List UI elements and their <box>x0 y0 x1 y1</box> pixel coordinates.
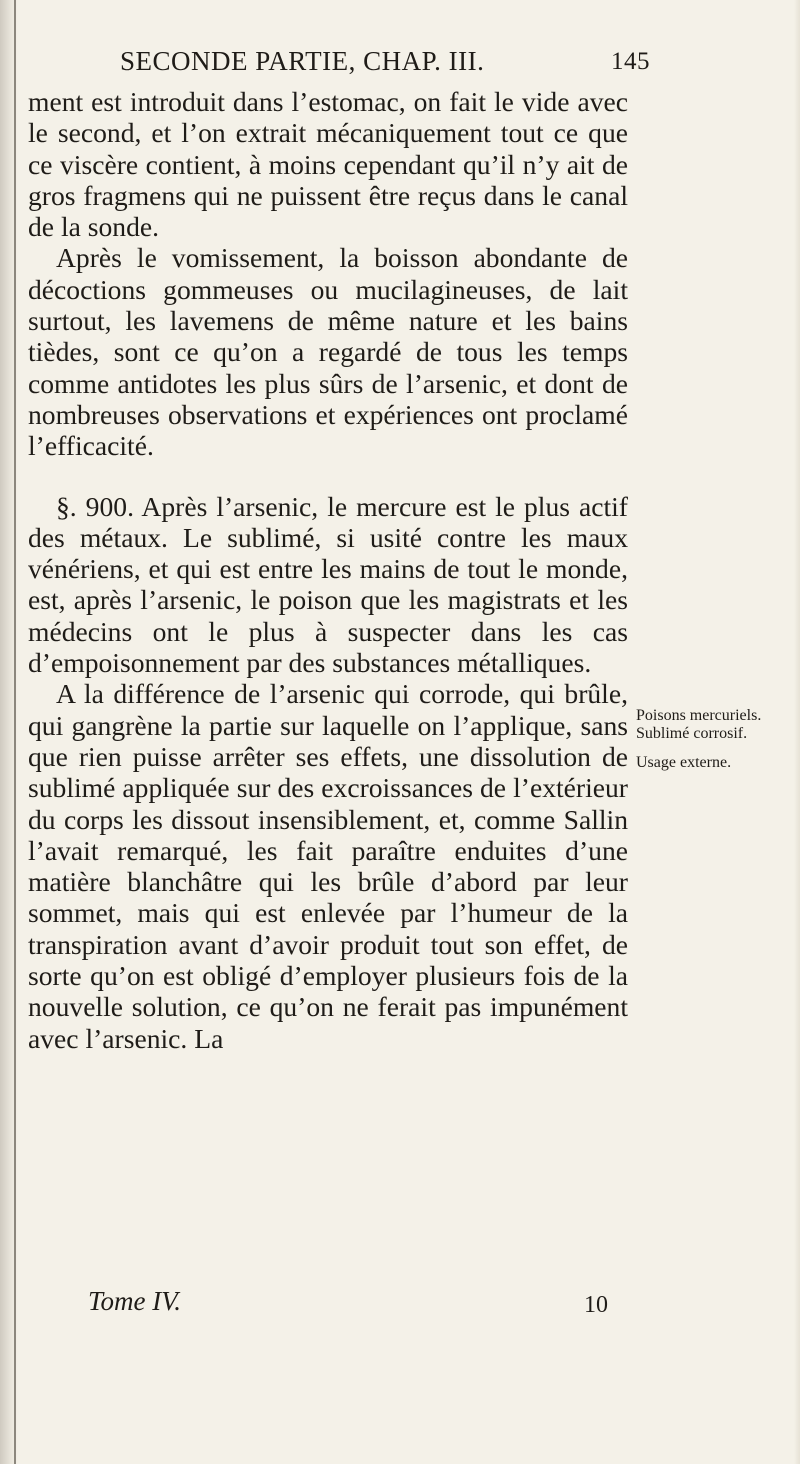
paragraph-1: ment est introduit dans l’estomac, on fait le vide avec le second, et l’on extrait mécaniquement tout ce que ce viscère contient, à moins cependant qu’il n’y ait de gros fragmens qui ne puissent être reçus dans le canal de la sonde. <box>28 86 628 243</box>
page-edge <box>794 0 800 1464</box>
page-number: 145 <box>611 48 650 75</box>
margin-note-usage: Usage externe. <box>636 754 732 771</box>
signature-mark: 10 <box>584 1292 608 1318</box>
body-text <box>28 86 628 1054</box>
page-footer <box>88 1286 608 1346</box>
running-head <box>120 46 650 90</box>
volume-mark: Tome IV. <box>88 1286 182 1316</box>
paragraph-3: §. 900. Après l’arsenic, le mercure est le plus actif des métaux. Le sublimé, si usité contre les maux vénériens, et qui est entre les mains de tout le monde, est, après l’arsenic, le poison que les magistrats et les médecins ont le plus à suspecter dans les cas d’empoisonnement par des substances métalliques. <box>28 490 628 679</box>
paragraph-4: A la différence de l’arsenic qui corrode, qui brûle, qui gangrène la partie sur laquelle on l’applique, sans que rien puisse arrêter ses effets, une dissolution de sublimé appliquée sur des excroissances de l’extérieur du corps les dissout insensiblement, et, comme Sallin l’avait remarqué, les fait paraître enduites d’une matière blanchâtre qui les brûle d’abord par leur sommet, mais qui est enlevée par l’humeur de la transpiration avant d’avoir produit tout son effet, de sorte qu’on est obligé d’employer plusieurs fois de la nouvelle solution, ce qu’on ne ferait pas impunément avec l’arsenic. La <box>28 678 628 1054</box>
margin-note-poisons: Poisons mercuriels. Sublimé corrosif. <box>636 707 762 742</box>
running-head-title: SECONDE PARTIE, CHAP. III. <box>120 46 485 76</box>
book-page <box>28 0 768 1464</box>
binding-edge <box>14 0 16 1464</box>
paragraph-2: Après le vomissement, la boisson abondante de décoctions gommeuses ou mucilagineuses, de lait surtout, les lavemens de même nature et les bains tièdes, sont ce qu’on a regardé de tous les temps comme antidotes les plus sûrs de l’arsenic, et dont de nombreuses observations et expériences ont proclamé l’efficacité. <box>28 242 628 462</box>
